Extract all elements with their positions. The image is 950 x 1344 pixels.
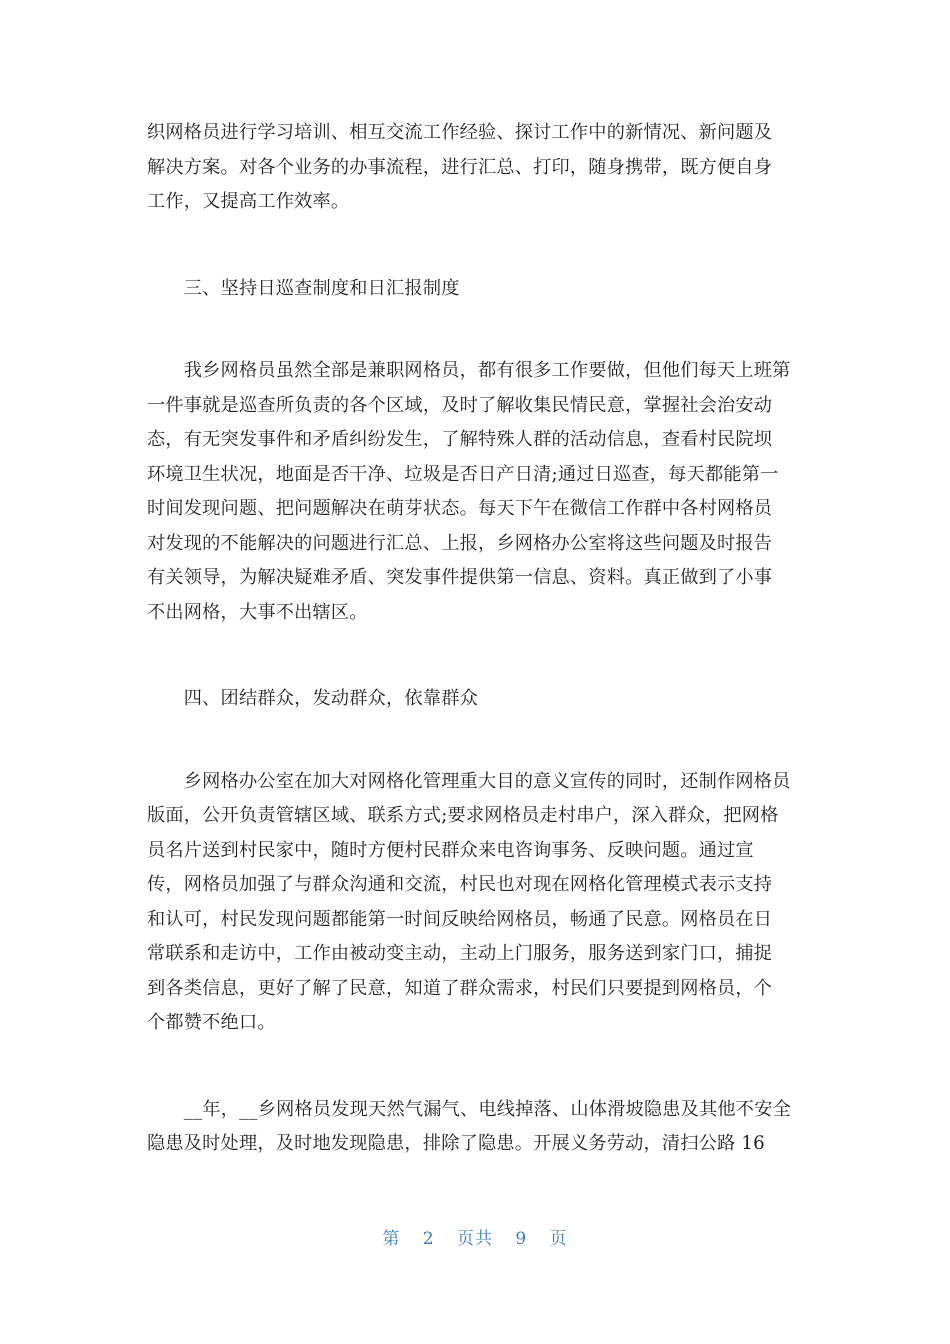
text-line: 个都赞不绝口。 xyxy=(147,1012,276,1033)
paragraph xyxy=(147,354,807,630)
text-line: 我乡网格员虽然全部是兼职网格员，都有很多工作要做，但他们每天上班第 xyxy=(147,360,791,381)
heading-text: 三、坚持日巡查制度和日汇报制度 xyxy=(147,277,460,299)
paragraph xyxy=(147,1093,807,1162)
footer-label-page: 第 xyxy=(382,1229,401,1249)
paragraph xyxy=(147,116,807,220)
text-line: 织网格员进行学习培训、相互交流工作经验、探讨工作中的新情况、新问题及 xyxy=(147,122,773,143)
section-heading xyxy=(147,682,807,717)
footer-label-end: 页 xyxy=(549,1229,568,1249)
text-line: 常联系和走访中，工作由被动变主动，主动上门服务，服务送到家门口，捕捉 xyxy=(147,943,773,964)
text-line: 有关领导，为解决疑难矛盾、突发事件提供第一信息、资料。真正做到了小事 xyxy=(147,567,773,588)
text-line: 到各类信息，更好了解了民意，知道了群众需求，村民们只要提到网格员，个 xyxy=(147,977,773,999)
text-line: 乡网格办公室在加大对网格化管理重大目的意义宣传的同时，还制作网格员 xyxy=(147,770,791,792)
paragraph-spacer xyxy=(147,630,807,682)
text-line: 不出网格，大事不出辖区。 xyxy=(147,601,368,623)
text-line: __年，__乡网格员发现天然气漏气、电线掉落、山体滑坡隐患及其他不安全 xyxy=(147,1098,791,1120)
footer-label-mid: 页共 xyxy=(457,1229,493,1249)
section-heading xyxy=(147,272,807,307)
text-line: 员名片送到村民家中，随时方便村民群众来电咨询事务、反映问题。通过宣 xyxy=(147,839,754,861)
text-line: 和认可，村民发现问题都能第一时间反映给网格员，畅通了民意。网格员在日 xyxy=(147,908,773,930)
text-line: 时间发现问题、把问题解决在萌芽状态。每天下午在微信工作群中各村网格员 xyxy=(147,498,773,519)
text-line: 传，网格员加强了与群众沟通和交流，村民也对现在网格化管理模式表示支持 xyxy=(147,874,773,895)
text-line: 版面，公开负责管辖区域、联系方式;要求网格员走村串户，深入群众，把网格 xyxy=(147,805,779,826)
paragraph-spacer xyxy=(147,717,807,765)
footer-current-page: 2 xyxy=(422,1229,435,1249)
text-line: 环境卫生状况，地面是否干净、垃圾是否日产日清;通过日巡查，每天都能第一 xyxy=(147,463,779,485)
heading-text: 四、团结群众，发动群众，依靠群众 xyxy=(147,688,478,709)
document-body xyxy=(147,116,807,1162)
footer-total-pages: 9 xyxy=(515,1229,528,1249)
text-line: 态，有无突发事件和矛盾纠纷发生，了解特殊人群的活动信息，查看村民院坝 xyxy=(147,429,773,450)
paragraph-spacer xyxy=(147,220,807,272)
page-footer xyxy=(0,1224,950,1249)
text-line: 对发现的不能解决的问题进行汇总、上报，乡网格办公室将这些问题及时报告 xyxy=(147,532,773,554)
text-line: 隐患及时处理，及时地发现隐患，排除了隐患。开展义务劳动，清扫公路 16 xyxy=(147,1133,765,1154)
text-line: 工作，又提高工作效率。 xyxy=(147,191,350,212)
text-line: 一件事就是巡查所负责的各个区域，及时了解收集民情民意，掌握社会治安动 xyxy=(147,394,773,416)
paragraph-spacer xyxy=(147,1041,807,1093)
text-line: 解决方案。对各个业务的办事流程，进行汇总、打印，随身携带，既方便自身 xyxy=(147,156,773,178)
paragraph-spacer xyxy=(147,306,807,354)
paragraph xyxy=(147,765,807,1041)
